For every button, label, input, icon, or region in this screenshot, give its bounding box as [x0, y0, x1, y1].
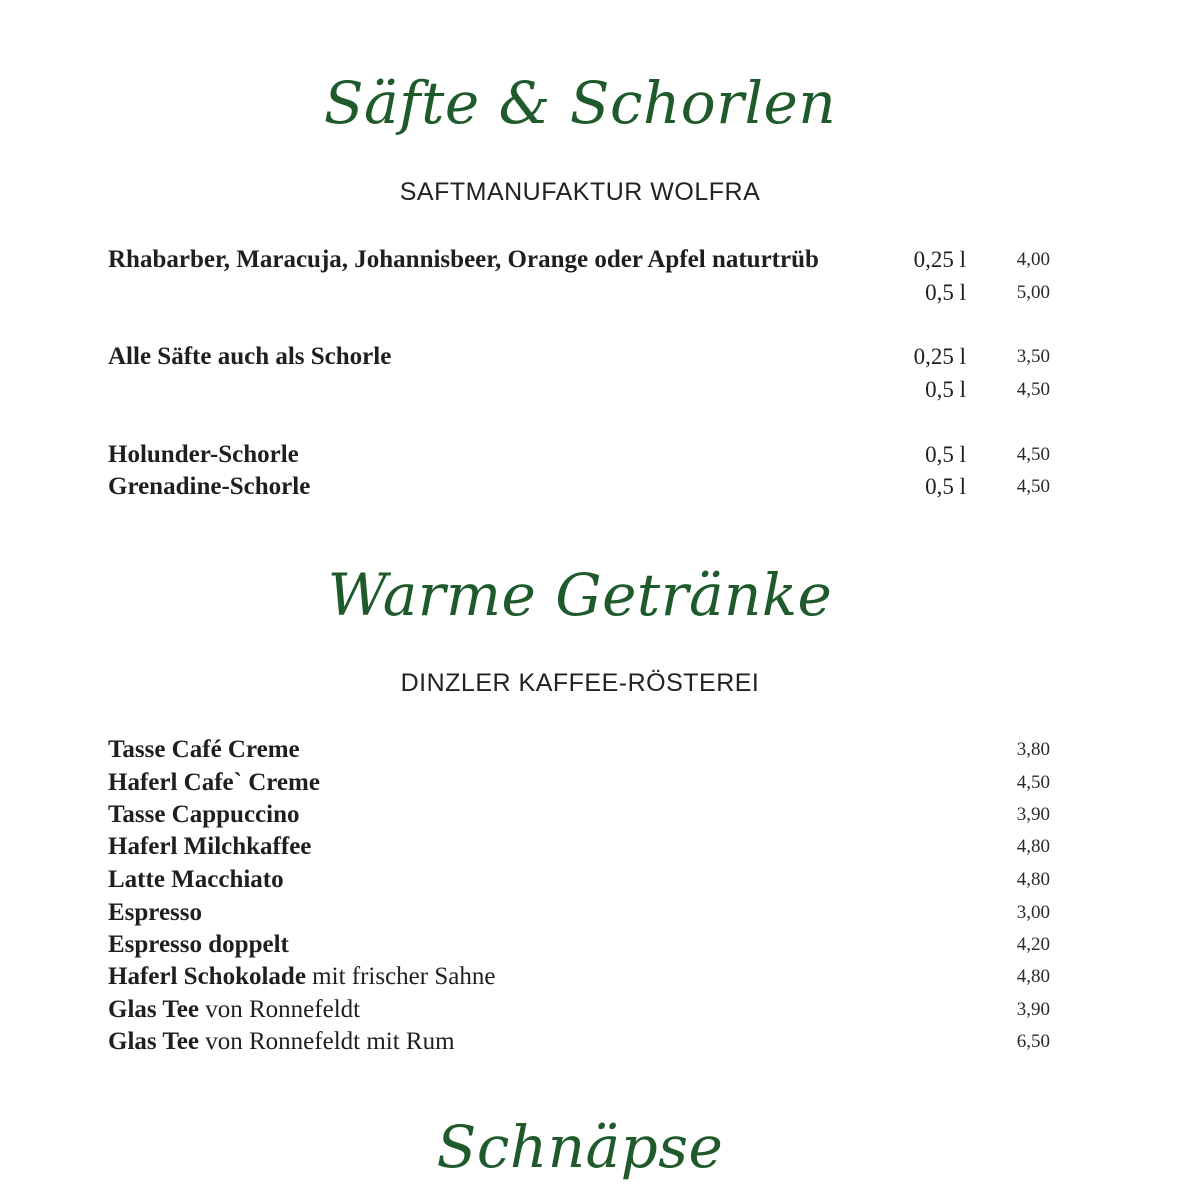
- menu-item: [108, 440, 1058, 470]
- section-title-saefte: Säfte & Schorlen: [323, 69, 837, 137]
- item-name: Haferl Schokolade mit frischer Sahne: [108, 963, 496, 990]
- item-price: 4,50: [1016, 476, 1050, 497]
- item-price: 4,50: [1016, 379, 1050, 400]
- item-name: Rhabarber, Maracuja, Johannisbeer, Orange oder Apfel naturtrüb: [108, 246, 819, 273]
- menu-item: [108, 375, 1058, 405]
- item-price: 3,00: [1016, 902, 1050, 923]
- item-name: Haferl Cafe` Creme: [108, 769, 320, 796]
- item-volume: 0,25 l: [913, 344, 966, 369]
- section-title-schnaepse: Schnäpse: [436, 1113, 724, 1181]
- menu-item: [108, 245, 1058, 275]
- menu-item: [108, 898, 1058, 928]
- item-volume: 0,5 l: [925, 474, 966, 499]
- item-name: Tasse Cappuccino: [108, 801, 300, 828]
- menu-item: [108, 962, 1058, 992]
- item-price: 6,50: [1016, 1031, 1050, 1052]
- item-price: 3,90: [1016, 804, 1050, 825]
- item-price: 4,80: [1016, 869, 1050, 890]
- menu-item: [108, 472, 1058, 502]
- item-name: Alle Säfte auch als Schorle: [108, 343, 392, 370]
- menu-item: [108, 342, 1058, 372]
- item-price: 4,80: [1016, 836, 1050, 857]
- menu-item: [108, 1027, 1058, 1057]
- menu-item: [108, 832, 1058, 862]
- item-name: Glas Tee von Ronnefeldt: [108, 996, 361, 1023]
- item-volume: 0,5 l: [925, 280, 966, 305]
- item-name: Espresso doppelt: [108, 931, 289, 958]
- item-name: Espresso: [108, 899, 203, 926]
- menu-item: [108, 865, 1058, 895]
- item-name: Tasse Café Creme: [108, 736, 300, 763]
- item-name: Glas Tee von Ronnefeldt mit Rum: [108, 1028, 455, 1055]
- section-subtitle-warme-getraenke: DINZLER KAFFEE-RÖSTEREI: [400, 669, 760, 697]
- item-price: 4,20: [1016, 934, 1050, 955]
- item-price: 3,90: [1016, 999, 1050, 1020]
- menu-item: [108, 735, 1058, 765]
- menu-item: [108, 930, 1058, 960]
- menu-item: [108, 768, 1058, 798]
- item-name: Haferl Milchkaffee: [108, 833, 312, 860]
- item-price: 4,00: [1016, 249, 1050, 270]
- menu-item: [108, 800, 1058, 830]
- item-price: 4,50: [1016, 772, 1050, 793]
- section-subtitle-saefte: SAFTMANUFAKTUR WOLFRA: [399, 178, 761, 206]
- item-name: Latte Macchiato: [108, 866, 284, 893]
- item-price: 5,00: [1016, 282, 1050, 303]
- item-volume: 0,5 l: [925, 377, 966, 402]
- section-title-warme-getraenke: Warme Getränke: [327, 561, 833, 629]
- item-price: 3,50: [1016, 346, 1050, 367]
- menu-item: [108, 278, 1058, 308]
- item-volume: 0,5 l: [925, 442, 966, 467]
- item-price: 4,80: [1016, 966, 1050, 987]
- item-price: 4,50: [1016, 444, 1050, 465]
- item-price: 3,80: [1016, 739, 1050, 760]
- item-volume: 0,25 l: [913, 247, 966, 272]
- item-name: Grenadine-Schorle: [108, 473, 311, 500]
- item-name: Holunder-Schorle: [108, 441, 299, 468]
- menu-item: [108, 995, 1058, 1025]
